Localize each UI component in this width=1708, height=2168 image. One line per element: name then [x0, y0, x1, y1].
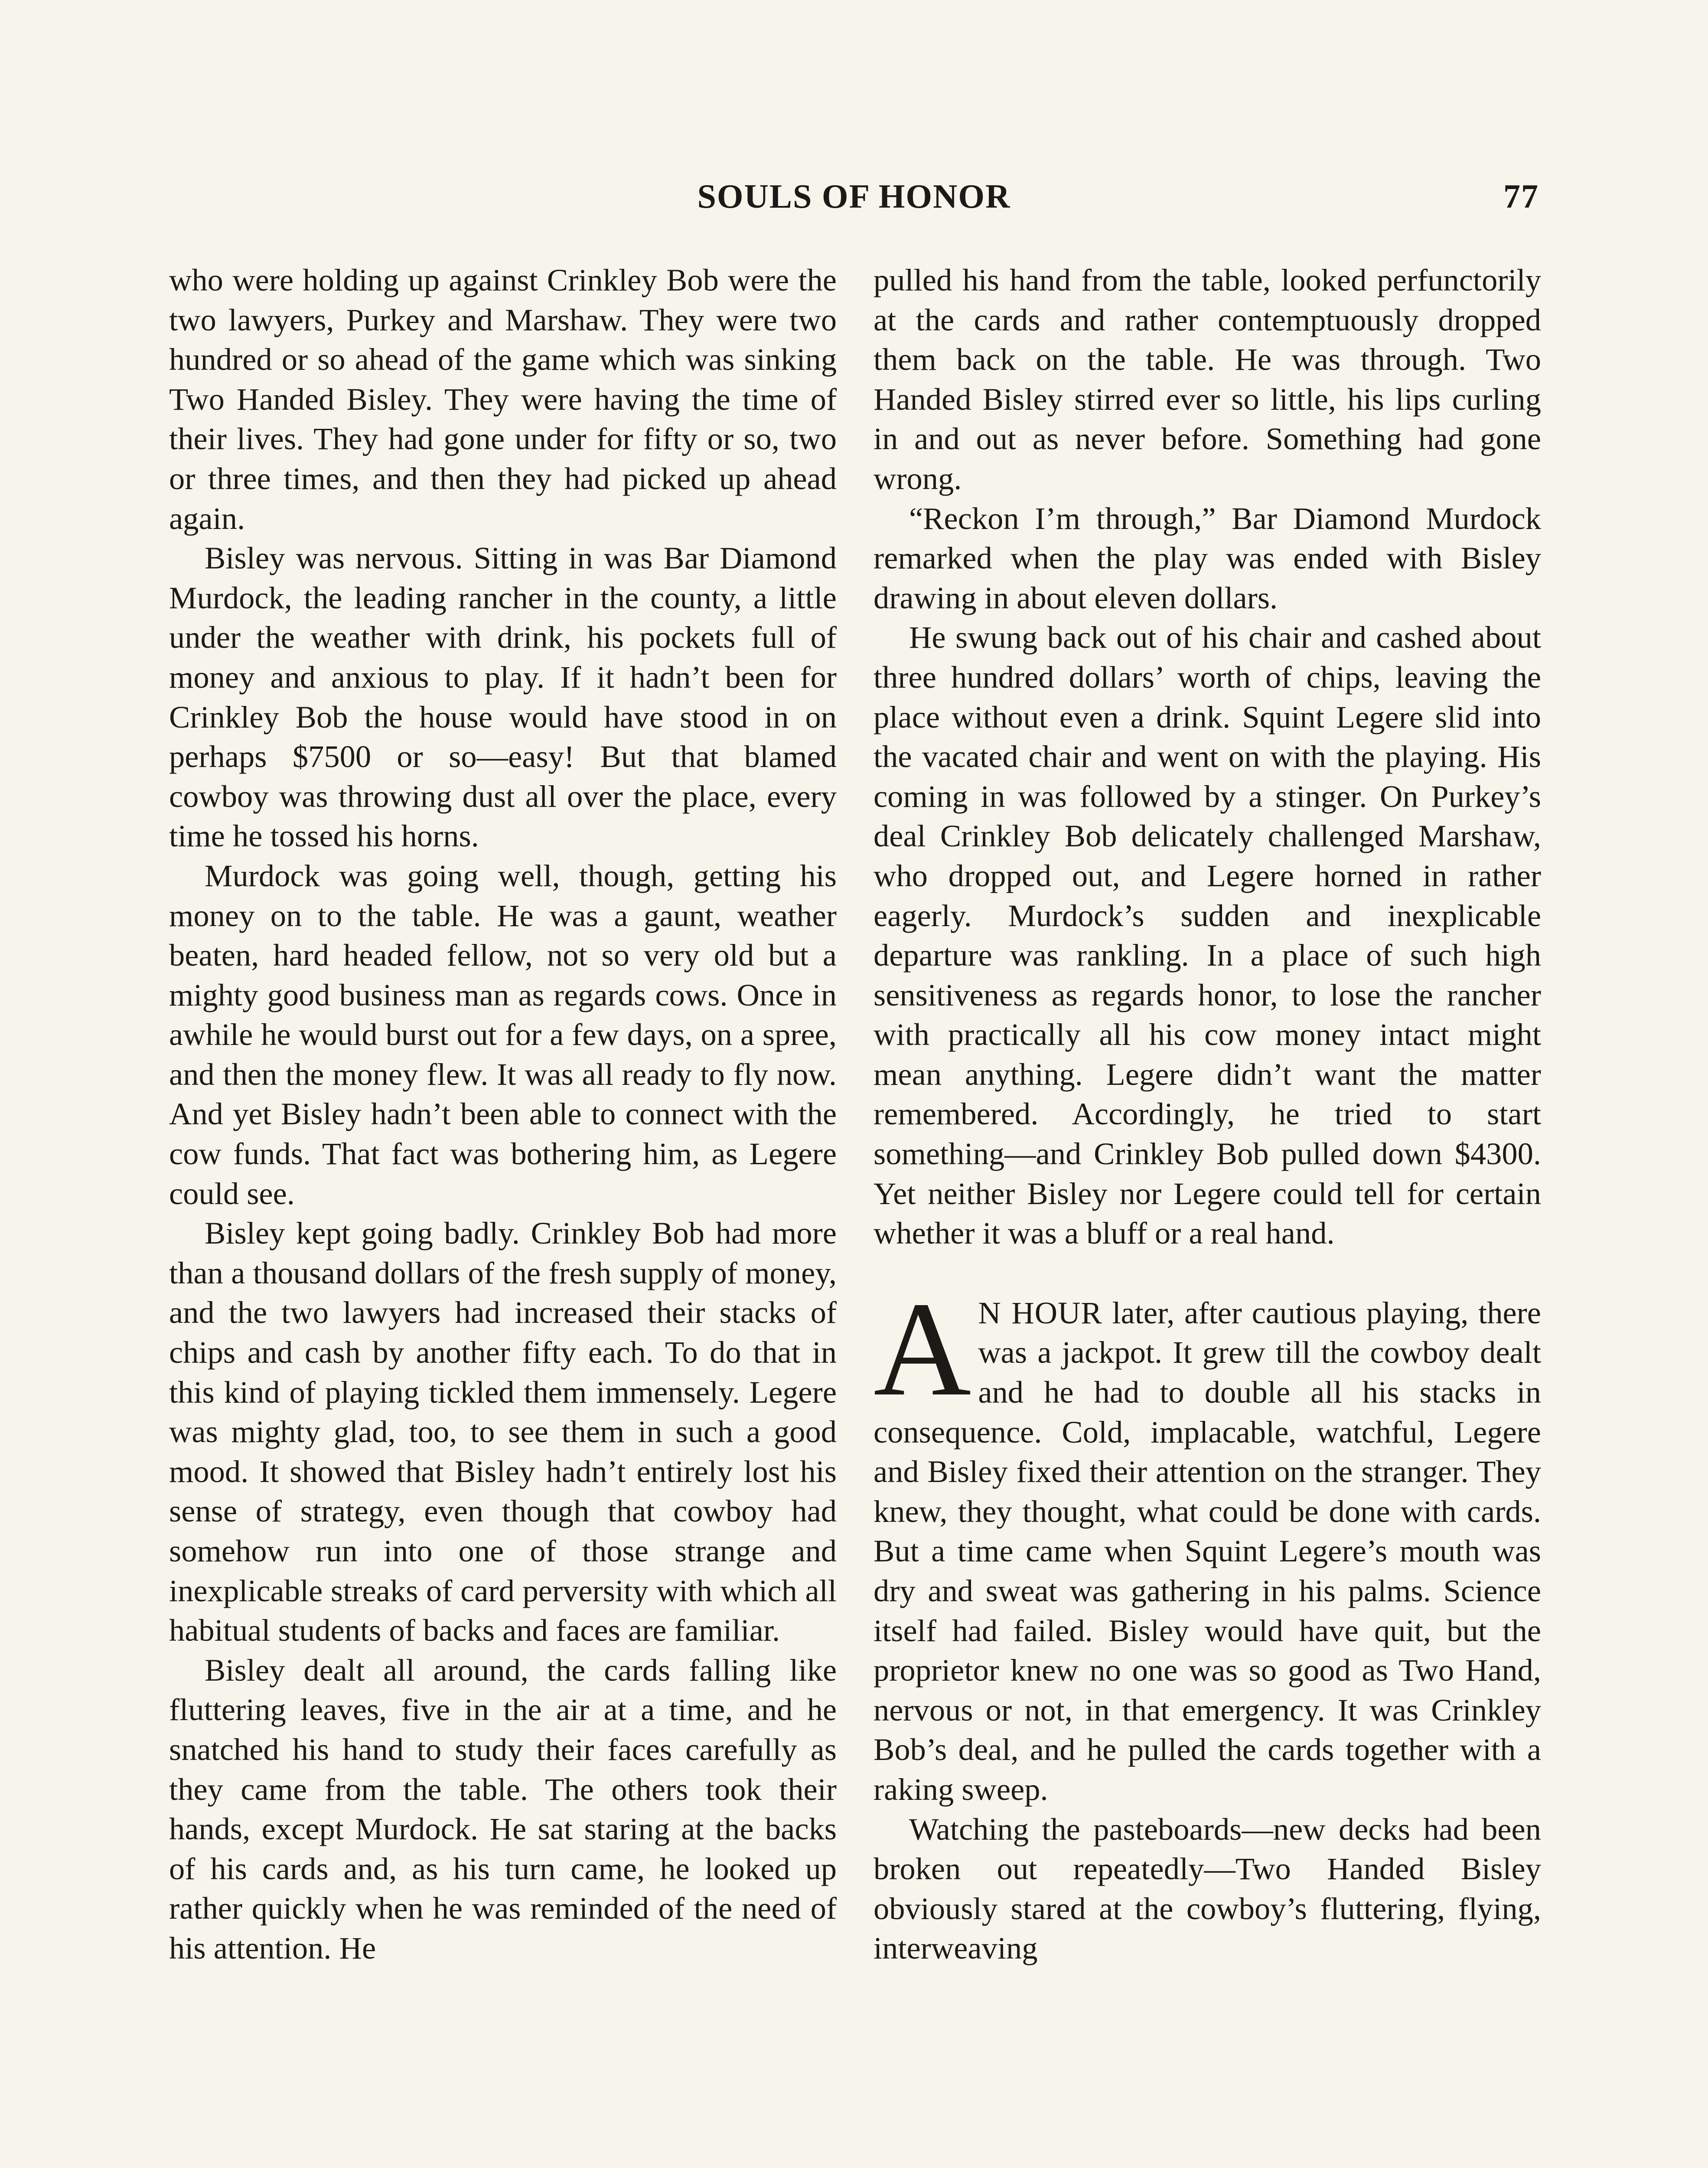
paragraph: “Reckon I’m through,” Bar Diamond Murdock remarked when the play was ended with Bisley drawing in about eleven dollars. — [874, 500, 1541, 615]
page-number: 77 — [1503, 177, 1539, 215]
paragraph: Bisley dealt all around, the cards falling like fluttering leaves, five in the air at a time, and he snatched his hand to study their faces carefully as they came from the table. The others took their hands, except Murdock. He sat staring at the backs of his cards and, as his turn came, he looked up rather quickly when he was reminded of the need of his attention. He — [169, 1652, 837, 1966]
paragraph: who were holding up against Crinkley Bob were the two lawyers, Purkey and Marshaw. They were two hundred or so ahead of the game which was sinking Two Handed Bisley. They were having the time of their lives. They had gone under for fifty or so, two or three times, and then they had picked up ahead again. — [169, 262, 837, 536]
right-column — [874, 260, 1541, 1968]
paragraph: Bisley was nervous. Sitting in was Bar Diamond Murdock, the leading rancher in the county, a little under the weather with drink, his pockets full of money and anxious to play. If it hadn’t been for Crinkley Bob the house would have stood in on perhaps $7500 or so—easy! But that blamed cowboy was throwing dust all over the place, every time he tossed his horns. — [169, 540, 837, 854]
paragraph: pulled his hand from the table, looked perfunctorily at the cards and rather contemptuously dropped them back on the table. He was through. Two Handed Bisley stirred ever so little, his lips curling in and out as never before. Something had gone wrong. — [874, 262, 1541, 496]
paragraph: Watching the pasteboards—new decks had been broken out repeatedly—Two Handed Bisley obviously stared at the cowboy’s fluttering, flying, interweaving — [874, 1811, 1541, 1966]
paragraph-text: later, after cautious playing, there was a jackpot. It grew till the cowboy dealt and he had to double all his stacks in consequence. Cold, implacable, watchful, Legere and Bisley fixed their attention on the stranger. They knew, they thought, what could be done with cards. But a time came when Squint Legere’s mouth was dry and sweat was gathering in his palms. Science itself had failed. Bisley would have quit, but the proprietor knew no one was so good as Two Hand, nervous or not, in that emergency. It was Crinkley Bob’s deal, and he pulled the cards together with a raking sweep. — [874, 1295, 1541, 1807]
drop-cap: A — [874, 1274, 971, 1424]
left-column — [169, 260, 837, 1968]
running-head — [169, 177, 1539, 220]
paragraph: He swung back out of his chair and cashed about three hundred dollars’ worth of chips, leaving the place without even a drink. Squint Legere slid into the vacated chair and went on with the playing. His coming in was followed by a stinger. On Purkey’s deal Crinkley Bob delicately challenged Marshaw, who dropped out, and Legere horned in rather eagerly. Murdock’s sudden and inexplicable departure was rankling. In a place of such high sensitiveness as regards honor, to lose the rancher with practically all his cow money intact might mean anything. Legere didn’t want the matter remembered. Accordingly, he tried to start something—and Crinkley Bob pulled down $4300. Yet neither Bisley nor Legere could tell for certain whether it was a bluff or a real hand. — [874, 620, 1541, 1251]
section-opening-paragraph — [874, 1274, 1541, 1809]
lead-in: N HOUR — [978, 1295, 1102, 1330]
section-break — [874, 1253, 1541, 1293]
paragraph: Bisley kept going badly. Crinkley Bob had more than a thousand dollars of the fresh supply of money, and the two lawyers had increased their stacks of chips and cash by another fifty each. To do that in this kind of playing tickled them immensely. Legere was mighty glad, too, to see them in such a good mood. It showed that Bisley hadn’t entirely lost his sense of strategy, even though that cowboy had somehow run into one of those strange and inexplicable streaks of card perversity with which all habitual students of backs and faces are familiar. — [169, 1215, 837, 1648]
running-title: SOULS OF HONOR — [697, 177, 1011, 215]
paragraph: Murdock was going well, though, getting his money on to the table. He was a gaunt, weather beaten, hard headed fellow, not so very old but a mighty good business man as regards cows. Once in awhile he would burst out for a few days, on a spree, and then the money flew. It was all ready to fly now. And yet Bisley hadn’t been able to connect with the cow funds. That fact was bothering him, as Legere could see. — [169, 858, 837, 1211]
